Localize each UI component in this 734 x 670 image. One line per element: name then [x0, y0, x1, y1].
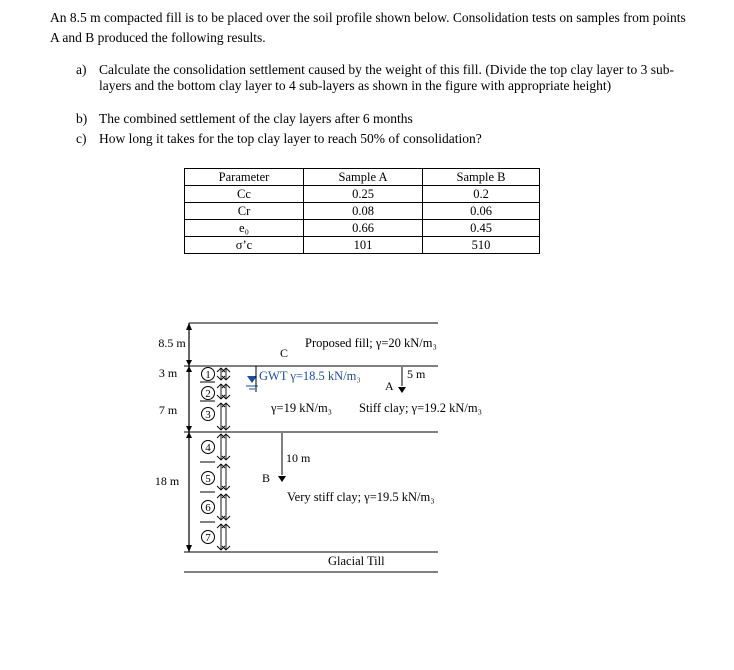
- arrow-head: [186, 545, 192, 552]
- sample-a-cell: 0.25: [304, 186, 423, 203]
- header-sample-b: Sample B: [423, 169, 540, 186]
- sample-b-cell: 0.06: [423, 203, 540, 220]
- sample-b-cell: 510: [423, 237, 540, 254]
- header-parameter: Parameter: [185, 169, 304, 186]
- stiff-clay-label: Stiff clay; γ=19.2 kN/m₃: [359, 401, 482, 415]
- param-cell: Cc: [185, 186, 304, 203]
- depth-top: 3 m: [158, 366, 178, 380]
- sample-a-cell: 0.66: [304, 220, 423, 237]
- question-a-label: a): [76, 62, 87, 77]
- gwt-label: GWT γ=18.5 kN/m₃: [259, 369, 361, 383]
- problem-intro: An 8.5 m compacted fill is to be placed over the soil profile shown below. Consolidation tests on samples from points A and B produced the following results.: [50, 10, 686, 45]
- sample-b-cell: 0.2: [423, 186, 540, 203]
- question-a-text: Calculate the consolidation settlement caused by the weight of this fill. (Divide the top clay layer to 3 sub-layers and the bottom clay layer to 4 sub-layers as shown in the figure with appropriate height): [99, 62, 674, 93]
- depth-mid: 7 m: [158, 403, 178, 417]
- sample-b-cell: 0.45: [423, 220, 540, 237]
- sample-a-cell: 101: [304, 237, 423, 254]
- question-c-text: How long it takes for the top clay layer to reach 50% of consolidation?: [99, 131, 482, 146]
- sublayer-number: 4: [205, 442, 211, 454]
- sublayer-arrows: [217, 368, 230, 550]
- sublayer-number: 3: [205, 409, 211, 421]
- sublayer-number: 6: [205, 502, 211, 514]
- header-sample-a: Sample A: [304, 169, 423, 186]
- point-a-marker: [398, 387, 406, 393]
- param-cell: σ’c: [185, 237, 304, 254]
- depth-fill: 8.5 m: [158, 336, 186, 350]
- point-b-marker: [278, 476, 286, 482]
- arrow-head: [186, 366, 192, 372]
- arrow-head: [186, 432, 192, 438]
- fill-label: Proposed fill; γ=20 kN/m₃: [305, 336, 437, 350]
- arrow-head: [186, 323, 192, 330]
- sublayer-number: 1: [205, 369, 211, 381]
- sample-a-cell: 0.08: [304, 203, 423, 220]
- param-cell: e₀: [185, 220, 304, 237]
- glacial-till-label: Glacial Till: [328, 554, 385, 568]
- question-b-label: b): [76, 111, 88, 126]
- question-b-text: The combined settlement of the clay layers after 6 months: [99, 111, 413, 126]
- point-a: A: [385, 379, 394, 393]
- param-cell: Cr: [185, 203, 304, 220]
- depth-bottom: 18 m: [154, 474, 180, 488]
- ten-m-label: 10 m: [286, 451, 311, 465]
- sublayer-number: 7: [205, 532, 211, 544]
- arrow-head: [186, 426, 192, 432]
- sublayer-markers: [202, 368, 215, 545]
- sublayer-number: 2: [205, 388, 211, 400]
- five-m-label: 5 m: [407, 367, 426, 381]
- gamma-19-label: γ=19 kN/m₃: [271, 401, 333, 415]
- arrow-head: [186, 360, 192, 366]
- question-c-label: c): [76, 131, 87, 146]
- point-b: B: [262, 471, 271, 485]
- point-c: C: [280, 346, 289, 360]
- sublayer-number: 5: [205, 473, 211, 485]
- very-stiff-clay-label: Very stiff clay; γ=19.5 kN/m₃: [287, 490, 435, 504]
